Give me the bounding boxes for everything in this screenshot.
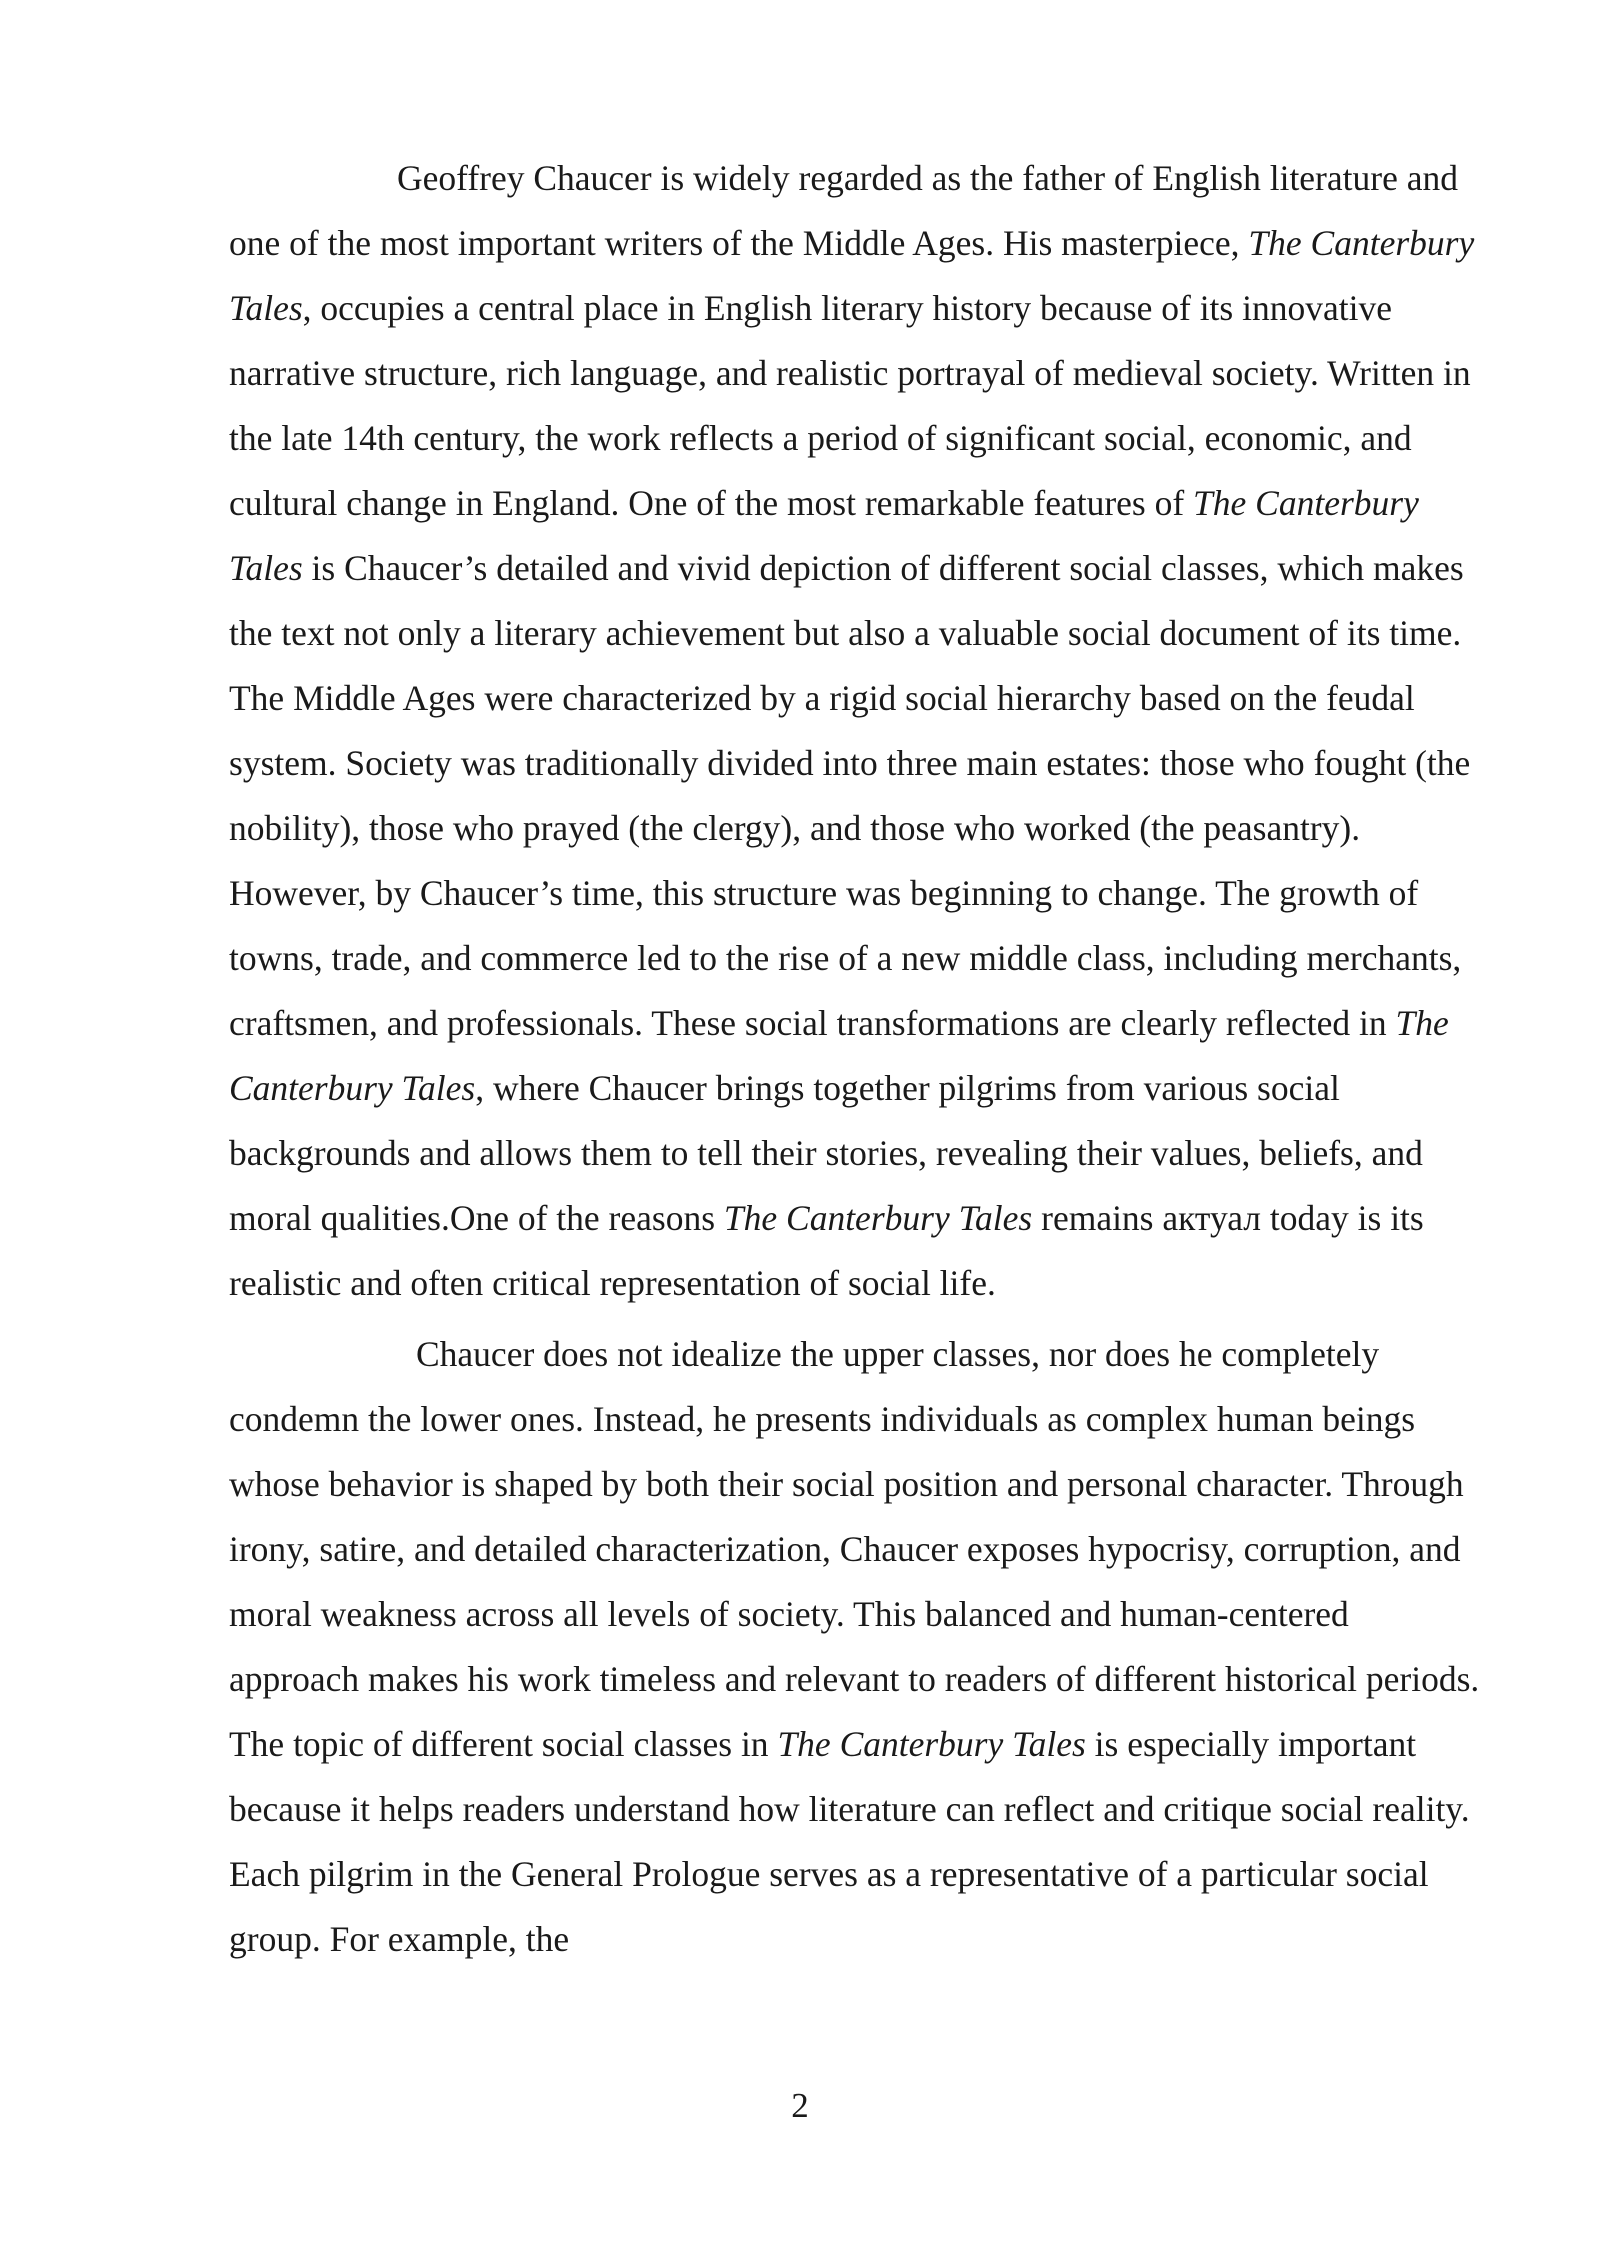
paragraph-2-text: is especially important because it helps readers understand how literature can reflect and critique social reality. Each pilgrim in the General Prologue serves as a representative of a particular social group. For example, the	[229, 1724, 1470, 1959]
paragraph-1-text: remains актуал today is its realistic and often critical representation of social life.	[229, 1198, 1424, 1303]
page-number: 2	[791, 2086, 809, 2125]
paragraph-2	[229, 1322, 1481, 1972]
work-title: The Canterbury Tales	[229, 483, 1419, 588]
paragraph-1	[229, 146, 1481, 1316]
paragraph-2-text: Chaucer does not idealize the upper classes, nor does he completely condemn the lower ones. Instead, he presents individuals as complex human beings whose behavior is shaped by both their social position and personal character. Through irony, satire, and detailed characterization, Chaucer exposes hypocrisy, corruption, and moral weakness across all levels of society. This balanced and human-centered approach makes his work timeless and relevant to readers of different historical periods. The topic of different social classes in	[229, 1334, 1480, 1764]
work-title: The Canterbury Tales	[229, 1003, 1449, 1108]
paragraph-1-text: , where Chaucer brings together pilgrims from various social backgrounds and allows them to tell their stories, revealing their values, beliefs, and moral qualities.One of the reasons	[229, 1068, 1423, 1238]
work-title: The Canterbury Tales	[229, 223, 1475, 328]
document-body	[229, 146, 1481, 1972]
paragraph-1-text: is Chaucer’s detailed and vivid depiction of different social classes, which makes the text not only a literary achievement but also a valuable social document of its time. The Middle Ages were characterized by a rigid social hierarchy based on the feudal system. Society was traditionally divided into three main estates: those who fought (the nobility), those who prayed (the clergy), and those who worked (the peasantry). However, by Chaucer’s time, this structure was beginning to change. The growth of towns, trade, and commerce led to the rise of a new middle class, including merchants, craftsmen, and professionals. These social transformations are clearly reflected in	[229, 548, 1471, 1043]
work-title: The Canterbury Tales	[777, 1724, 1086, 1764]
work-title: The Canterbury Tales	[723, 1198, 1033, 1238]
paragraph-1-text: , occupies a central place in English literary history because of its innovative narrative structure, rich language, and realistic portrayal of medieval society. Written in the late 14th century, the work reflects a period of significant social, economic, and cultural change in England. One of the most remarkable features of	[229, 288, 1471, 523]
paragraph-1-text: Geoffrey Chaucer is widely regarded as the father of English literature and one of the most important writers of the Middle Ages. His masterpiece,	[229, 158, 1458, 263]
